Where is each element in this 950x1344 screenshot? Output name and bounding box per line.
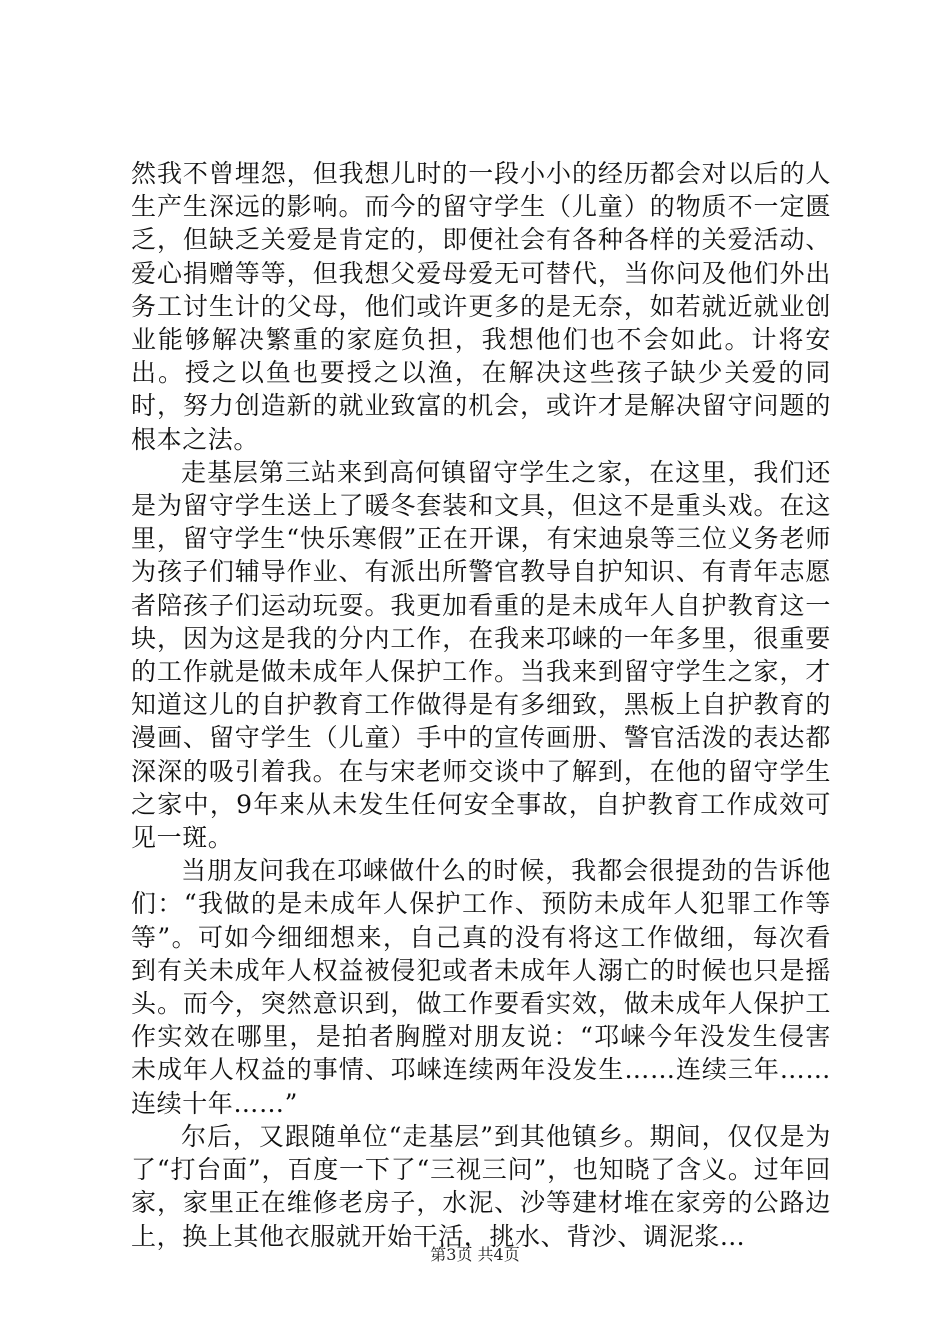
paragraph-4: 尔后，又跟随单位“走基层”到其他镇乡。期间，仅仅是为了“打台面”，百度一下了“三视三问”，也知晓了含义。过年回家，家里正在维修老房子，水泥、沙等建材堆在家旁的公路边上，换上其他衣服就开始干活，挑水、背沙、调泥浆… [131,1121,831,1251]
page-number-footer: 第3页 共4页 [430,1245,520,1264]
paragraph-1: 然我不曾埋怨，但我想儿时的一段小小的经历都会对以后的人生产生深远的影响。而今的留守学生（儿童）的物质不一定匮乏，但缺乏关爱是肯定的，即便社会有各种各样的关爱活动、爱心捐赠等等，但我想父爱母爱无可替代，当你问及他们外出务工讨生计的父母，他们或许更多的是无奈，如若就近就业创业能够解决繁重的家庭负担，我想他们也不会如此。计将安出。授之以鱼也要授之以渔，在解决这些孩子缺少关爱的同时，努力创造新的就业致富的机会，或许才是解决留守问题的根本之法。 [131,159,831,454]
paragraph-2: 走基层第三站来到高何镇留守学生之家，在这里，我们还是为留守学生送上了暖冬套装和文具，但这不是重头戏。在这里，留守学生“快乐寒假”正在开课，有宋迪泉等三位义务老师为孩子们辅导作业、有派出所警官教导自护知识、有青年志愿者陪孩子们运动玩耍。我更加看重的是未成年人自护教育这一块，因为这是我的分内工作，在我来邛崃的一年多里，很重要的工作就是做未成年人保护工作。当我来到留守学生之家，才知道这儿的自护教育工作做得是有多细致，黑板上自护教育的漫画、留守学生（儿童）手中的宣传画册、警官活泼的表达都深深的吸引着我。在与宋老师交谈中了解到，在他的留守学生之家中，9年来从未发生任何安全事故，自护教育工作成效可见一斑。 [131,457,831,853]
document-body [131,157,831,1253]
paragraph-3: 当朋友问我在邛崃做什么的时候，我都会很提劲的告诉他们：“我做的是未成年人保护工作、预防未成年人犯罪工作等等”。可如今细细想来，自己真的没有将这工作做细，每次看到有关未成年人权益被侵犯或者未成年人溺亡的时候也只是摇头。而今，突然意识到，做工作要看实效，做未成年人保护工作实效在哪里，是拍者胸膛对朋友说：“邛崃今年没发生侵害未成年人权益的事情、邛崃连续两年没发生……连续三年……连续十年……” [131,856,831,1118]
